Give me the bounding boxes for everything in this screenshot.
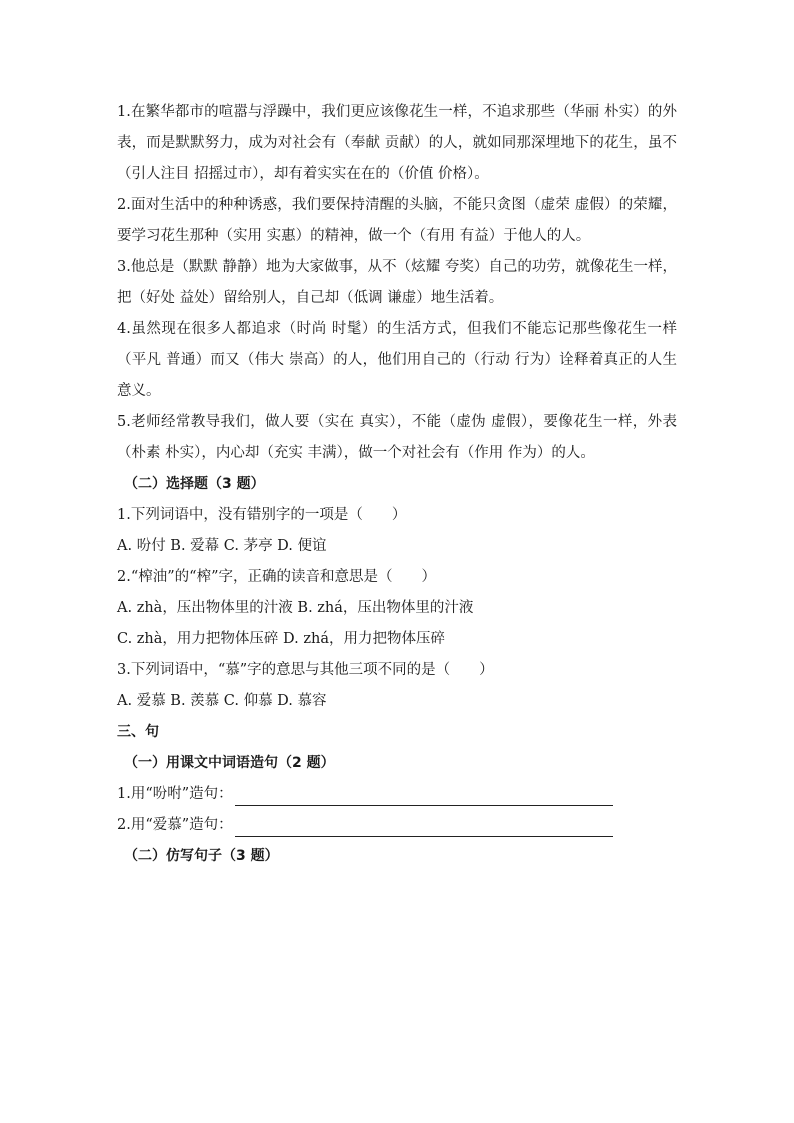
choice-section-heading: （二）选择题（3 题）	[124, 476, 265, 492]
sentence-making-heading: （一）用课文中词语造句（2 题）	[124, 755, 335, 771]
worksheet-page	[117, 97, 677, 872]
choice-question-2-options-c-d: C. zhà，用力把物体压碎 D. zhá，用力把物体压碎	[117, 631, 445, 647]
fill-item-3: 3.他总是（默默 静静）地为大家做事，从不（炫耀 夸奖）自己的功劳，就像花生一样，把（好处 益处）留给别人，自己却（低调 谦虚）地生活着。	[117, 259, 677, 306]
sentence-item-2	[117, 810, 677, 841]
fill-item-4: 4.虽然现在很多人都追求（时尚 时髦）的生活方式，但我们不能忘记那些像花生一样（平凡 普通）而又（伟大 崇高）的人，他们用自己的（行动 行为）诠释着真正的人生意义。	[117, 321, 677, 399]
choice-question-1-options: A. 吩付 B. 爱幕 C. 茅亭 D. 便谊	[117, 538, 327, 554]
choice-question-1: 1.下列词语中，没有错别字的一项是（ ）	[117, 507, 407, 523]
fill-item-5: 5.老师经常教导我们，做人要（实在 真实），不能（虚伪 虚假），要像花生一样，外表（朴素 朴实），内心却（充实 丰满），做一个对社会有（作用 作为）的人。	[117, 414, 677, 461]
fill-item-1: 1.在繁华都市的喧嚣与浮躁中，我们更应该像花生一样，不追求那些（华丽 朴实）的外表，而是默默努力，成为对社会有（奉献 贡献）的人，就如同那深埋地下的花生，虽不（引人注目 招摇过市），却有着实实在在的（价值 价格）。	[117, 104, 677, 182]
choice-question-3: 3.下列词语中，“慕”字的意思与其他三项不同的是（ ）	[117, 662, 494, 678]
fill-item-2: 2.面对生活中的种种诱惑，我们要保持清醒的头脑，不能只贪图（虚荣 虚假）的荣耀，要学习花生那种（实用 实惠）的精神，做一个（有用 有益）于他人的人。	[117, 197, 677, 244]
sentence-section-heading: 三、句	[117, 724, 159, 740]
choice-question-2: 2.“榨油”的“榨”字，正确的读音和意思是（ ）	[117, 569, 436, 585]
sentence-item-1	[117, 779, 677, 810]
answer-blank-2[interactable]	[235, 814, 613, 837]
choice-question-2-options-a-b: A. zhà，压出物体里的汁液 B. zhá，压出物体里的汁液	[117, 600, 474, 616]
sentence-item-2-label: 2.用“爱慕”造句：	[117, 817, 233, 833]
imitation-heading: （二）仿写句子（3 题）	[124, 848, 279, 864]
sentence-item-1-label: 1.用“吩咐”造句：	[117, 786, 233, 802]
answer-blank-1[interactable]	[235, 783, 613, 806]
choice-question-3-options: A. 爱慕 B. 羡慕 C. 仰慕 D. 慕容	[117, 693, 327, 709]
